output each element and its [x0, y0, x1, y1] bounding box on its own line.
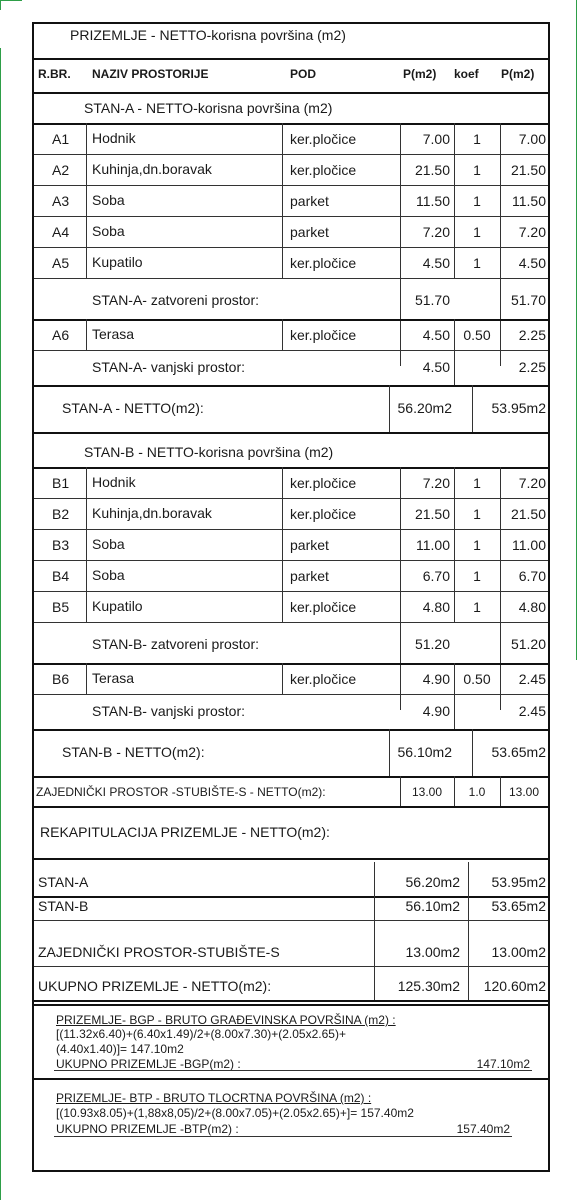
- row-p2: 2.25: [518, 327, 546, 343]
- header-rbr: R.BR.: [38, 67, 71, 81]
- column-line: [454, 776, 455, 806]
- row-p2: 7.00: [518, 131, 546, 147]
- recap-row-label: ZAJEDNIČKI PROSTOR-STUBIŠTE-S: [38, 944, 280, 960]
- column-line: [454, 467, 455, 622]
- row-floor: parket: [290, 568, 329, 584]
- column-line: [374, 896, 375, 920]
- column-line: [389, 385, 390, 432]
- divider: [34, 729, 548, 731]
- row-name: Soba: [92, 192, 125, 208]
- stanA-net-label: STAN-A - NETTO(m2):: [62, 400, 204, 416]
- row-p2: 4.80: [518, 599, 546, 615]
- divider: [34, 467, 548, 469]
- row-p2: 11.50: [512, 193, 546, 209]
- row-koef: 1: [473, 506, 481, 522]
- divider: [34, 92, 548, 94]
- column-line: [389, 729, 390, 776]
- row-p2: 2.45: [518, 671, 546, 687]
- recap-row-p2: 120.60m2: [483, 978, 546, 994]
- column-line: [86, 319, 87, 350]
- recap-row-p: 56.10m2: [405, 898, 460, 914]
- divider: [54, 1136, 512, 1137]
- stanB-outer-p2: 2.45: [518, 703, 546, 719]
- row-p2: 21.50: [510, 506, 546, 522]
- column-line: [454, 123, 455, 278]
- divider: [34, 498, 548, 499]
- stanB-closed-p2: 51.20: [510, 636, 546, 652]
- row-p: 21.50: [414, 162, 450, 178]
- column-line: [500, 467, 501, 710]
- green-edge-left: [0, 48, 1, 1200]
- divider: [34, 694, 548, 695]
- recap-row-p: 13.00m2: [405, 944, 460, 960]
- row-koef: 1: [473, 475, 481, 491]
- row-name: Kupatilo: [92, 254, 143, 270]
- row-id: B4: [52, 568, 70, 584]
- column-line: [374, 862, 375, 896]
- row-floor: parket: [290, 224, 329, 240]
- row-id: A1: [52, 131, 70, 147]
- divider: [34, 776, 548, 778]
- row-koef: 1: [473, 537, 481, 553]
- divider: [34, 920, 548, 921]
- row-id: A3: [52, 193, 70, 209]
- row-p2: 4.50: [518, 255, 546, 271]
- bgp-title: PRIZEMLJE- BGP - BRUTO GRAĐEVINSKA POVRŠINA (m2) :: [56, 1013, 396, 1027]
- row-id: B6: [52, 671, 70, 687]
- recap-row-p2: 53.65m2: [491, 898, 546, 914]
- header-naziv: NAZIV PROSTORIJE: [92, 67, 209, 81]
- stanB-net-p: 56.10m2: [397, 744, 452, 760]
- btp-title: PRIZEMLJE- BTP - BRUTO TLOCRTNA POVRŠINA (m2) :: [56, 1091, 372, 1105]
- column-line: [86, 123, 87, 278]
- column-line: [86, 663, 87, 694]
- stanA-outer-p: 4.50: [422, 359, 450, 375]
- row-name: Terasa: [92, 670, 135, 686]
- row-koef: 0.50: [463, 327, 491, 343]
- recap-row-p: 56.20m2: [405, 874, 460, 890]
- row-floor: ker.pločice: [290, 327, 357, 343]
- header-pod: POD: [290, 67, 317, 81]
- divider: [34, 591, 548, 592]
- row-p: 7.20: [422, 224, 450, 240]
- stanB-outer-p: 4.90: [422, 703, 450, 719]
- stanB-outer-label: STAN-B- vanjski prostor:: [92, 703, 245, 719]
- row-koef: 1: [473, 568, 481, 584]
- row-p2: 7.20: [518, 224, 546, 240]
- column-line: [454, 694, 455, 729]
- page-title: PRIZEMLJE - NETTO-korisna površina (m2): [70, 27, 346, 43]
- row-koef: 1: [473, 599, 481, 615]
- divider: [34, 1004, 548, 1006]
- divider: [34, 1000, 548, 1002]
- divider: [34, 806, 548, 808]
- row-id: A2: [52, 162, 70, 178]
- row-floor: ker.pločice: [290, 475, 357, 491]
- row-koef: 0.50: [463, 671, 491, 687]
- row-p: 11.50: [416, 193, 450, 209]
- row-p: 4.80: [422, 599, 450, 615]
- stanA-outer-label: STAN-A- vanjski prostor:: [92, 359, 245, 375]
- divider: [34, 247, 548, 248]
- divider: [34, 858, 548, 860]
- row-koef: 1: [473, 224, 481, 240]
- row-p: 11.00: [416, 537, 450, 553]
- column-line: [374, 920, 375, 966]
- column-line: [468, 862, 469, 896]
- row-floor: parket: [290, 537, 329, 553]
- divider: [34, 154, 548, 155]
- recap-row-label: UKUPNO PRIZEMLJE - NETTO(m2):: [38, 978, 272, 994]
- divider: [34, 896, 548, 898]
- divider: [34, 529, 548, 530]
- row-id: B3: [52, 537, 70, 553]
- row-name: Soba: [92, 223, 125, 239]
- area-table-sheet: [32, 22, 550, 1172]
- row-koef: 1: [473, 162, 481, 178]
- column-line: [468, 966, 469, 1000]
- row-koef: 1: [473, 131, 481, 147]
- row-p: 4.50: [422, 255, 450, 271]
- divider: [34, 966, 548, 967]
- row-p2: 21.50: [510, 162, 546, 178]
- divider: [34, 185, 548, 186]
- column-line: [454, 350, 455, 385]
- row-p2: 6.70: [518, 568, 546, 584]
- recap-row-p2: 13.00m2: [491, 944, 546, 960]
- column-line: [454, 663, 455, 694]
- row-id: B1: [52, 475, 70, 491]
- recap-row-label: STAN-B: [38, 898, 89, 914]
- column-line: [282, 319, 283, 350]
- row-floor: ker.pločice: [290, 599, 357, 615]
- row-p: 4.90: [422, 671, 450, 687]
- divider: [34, 432, 548, 434]
- row-floor: ker.pločice: [290, 506, 357, 522]
- row-floor: ker.pločice: [290, 131, 357, 147]
- row-floor: parket: [290, 193, 329, 209]
- row-floor: ker.pločice: [290, 671, 357, 687]
- stanA-closed-p2: 51.70: [510, 292, 546, 308]
- row-p: 21.50: [414, 506, 450, 522]
- row-name: Hodnik: [92, 474, 136, 490]
- column-line: [400, 467, 401, 710]
- row-p2: 7.20: [518, 475, 546, 491]
- recap-row-p2: 53.95m2: [491, 874, 546, 890]
- common-koef: 1.0: [468, 785, 486, 799]
- row-name: Soba: [92, 536, 125, 552]
- divider: [34, 278, 548, 279]
- row-p2: 11.00: [512, 537, 546, 553]
- row-p: 6.70: [422, 568, 450, 584]
- divider: [34, 350, 548, 351]
- btp-line1: [(10.93x8.05)+(1,88x8,05)/2+(8.00x7.05)+(2.05x2.65)+]= 157.40m2: [56, 1106, 414, 1120]
- row-id: B2: [52, 506, 70, 522]
- column-line: [282, 663, 283, 694]
- column-line: [472, 385, 473, 432]
- row-id: A4: [52, 224, 70, 240]
- column-line: [500, 776, 501, 806]
- stanA-section-title: STAN-A - NETTO-korisna površina (m2): [84, 100, 333, 116]
- green-edge-left-top: [0, 0, 1, 10]
- stanA-closed-p: 51.70: [414, 292, 450, 308]
- btp-total-label: UKUPNO PRIZEMLJE -BTP(m2) :: [56, 1122, 239, 1136]
- column-line: [468, 896, 469, 920]
- column-line: [500, 123, 501, 366]
- recap-row-p: 125.30m2: [397, 978, 460, 994]
- row-id: A6: [52, 327, 70, 343]
- column-line: [472, 729, 473, 776]
- row-floor: ker.pločice: [290, 255, 357, 271]
- stanB-closed-label: STAN-B- zatvoreni prostor:: [92, 636, 260, 652]
- recap-title: REKAPITULACIJA PRIZEMLJE - NETTO(m2):: [40, 824, 330, 840]
- column-line: [282, 123, 283, 278]
- row-name: Kupatilo: [92, 598, 143, 614]
- divider: [34, 319, 548, 321]
- column-line: [400, 123, 401, 366]
- divider: [34, 1078, 548, 1080]
- column-line: [374, 966, 375, 1000]
- divider: [34, 560, 548, 561]
- column-line: [282, 467, 283, 622]
- bgp-line1: [(11.32x6.40)+(6.40x1.49)/2+(8.00x7.30)+(2.05x2.65)+: [56, 1027, 346, 1041]
- stanB-net-label: STAN-B - NETTO(m2):: [62, 744, 205, 760]
- divider: [34, 216, 548, 217]
- header-p: P(m2): [403, 67, 437, 81]
- stanB-section-title: STAN-B - NETTO-korisna površina (m2): [84, 444, 334, 460]
- row-p: 4.50: [422, 327, 450, 343]
- stanB-net-p2: 53.65m2: [491, 744, 546, 760]
- row-name: Soba: [92, 567, 125, 583]
- column-line: [454, 319, 455, 350]
- row-floor: ker.pločice: [290, 162, 357, 178]
- row-koef: 1: [473, 255, 481, 271]
- stanA-net-p: 56.20m2: [397, 400, 452, 416]
- row-p: 7.20: [422, 475, 450, 491]
- divider: [34, 58, 548, 60]
- common-label: ZAJEDNIČKI PROSTOR -STUBIŠTE-S - NETTO(m2):: [36, 785, 326, 799]
- divider: [54, 1070, 532, 1071]
- row-koef: 1: [473, 193, 481, 209]
- stanA-outer-p2: 2.25: [518, 359, 546, 375]
- common-p: 13.00: [411, 785, 443, 799]
- bgp-total-label: UKUPNO PRIZEMLJE -BGP(m2) :: [56, 1057, 241, 1071]
- row-name: Kuhinja,dn.boravak: [92, 505, 212, 521]
- stanB-closed-p: 51.20: [414, 636, 450, 652]
- divider: [34, 123, 548, 125]
- recap-row-label: STAN-A: [38, 874, 89, 890]
- divider: [34, 622, 548, 623]
- column-line: [86, 467, 87, 622]
- row-name: Hodnik: [92, 130, 136, 146]
- header-koef: koef: [454, 67, 479, 81]
- column-line: [468, 920, 469, 966]
- stanA-net-p2: 53.95m2: [491, 400, 546, 416]
- row-name: Kuhinja,dn.boravak: [92, 161, 212, 177]
- row-name: Terasa: [92, 326, 135, 342]
- row-id: A5: [52, 255, 70, 271]
- common-p2: 13.00: [508, 785, 540, 799]
- row-p: 7.00: [422, 131, 450, 147]
- column-line: [400, 776, 401, 806]
- divider: [34, 385, 548, 387]
- stanA-closed-label: STAN-A- zatvoreni prostor:: [92, 292, 260, 308]
- divider: [34, 663, 548, 665]
- bgp-total-value: 147.10m2: [476, 1057, 530, 1071]
- btp-total-value: 157.40m2: [456, 1122, 510, 1136]
- green-edge-top: [0, 0, 22, 1]
- header-p2: P(m2): [501, 67, 535, 81]
- bgp-line2: (4.40x1.40)]= 147.10m2: [56, 1042, 184, 1056]
- row-id: B5: [52, 599, 70, 615]
